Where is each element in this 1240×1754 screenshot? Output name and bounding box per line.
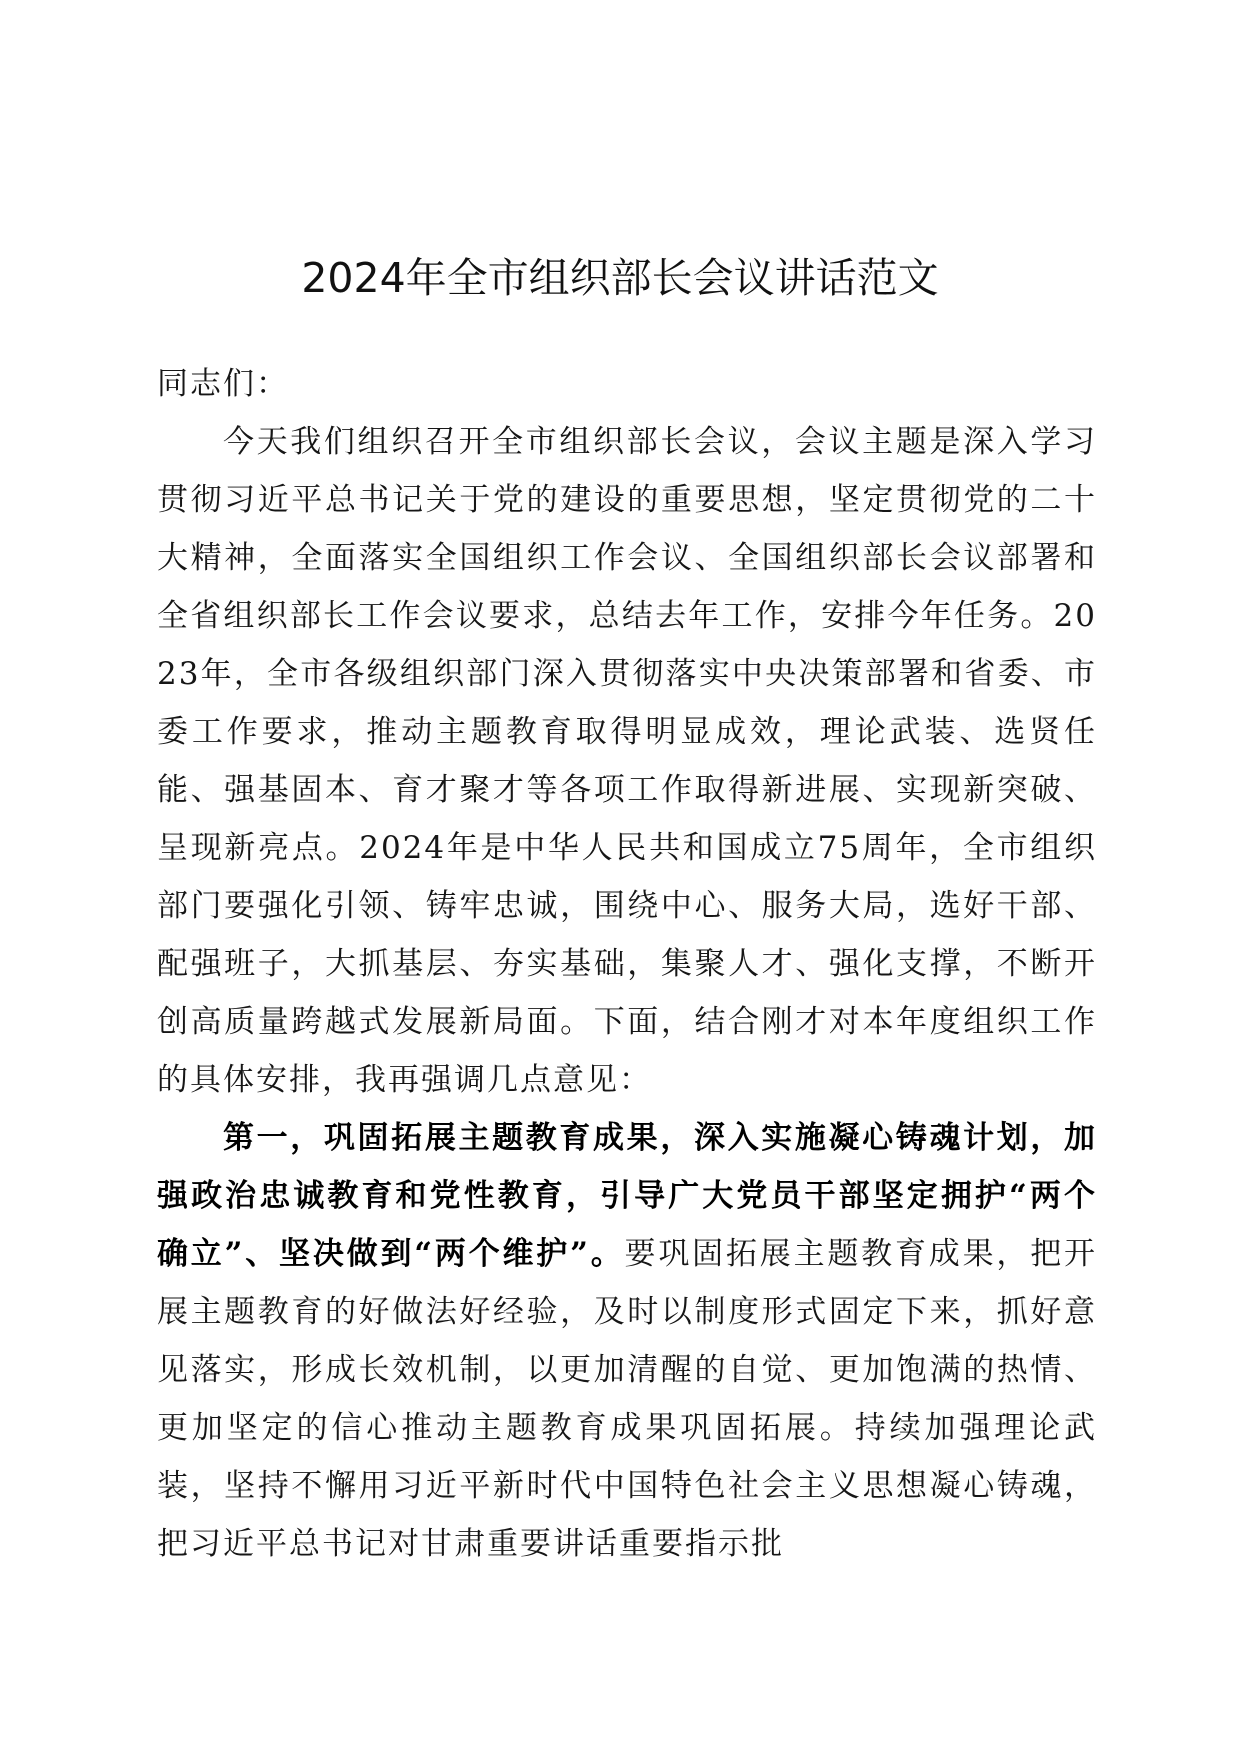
salutation: 同志们： <box>157 366 289 402</box>
first-point-heading: 第一，巩固拓展主题教育成果，深入实施凝心铸魂计划，加强政治忠诚教育和党性教育，引导广大党员干部坚定拥护“两个确立”、坚决做到“两个维护”。 <box>157 1120 1098 1272</box>
first-point-body: 要巩固拓展主题教育成果，把开展主题教育的好做法好经验，及时以制度形式固定下来，抓好意见落实，形成长效机制，以更加清醒的自觉、更加饱满的热情、更加坚定的信心推动主题教育成果巩固拓展。持续加强理论武装，坚持不懈用习近平新时代中国特色社会主义思想凝心铸魂，把习近平总书记对甘肃重要讲话重要指示批 <box>157 1236 1097 1562</box>
paragraph-first-point <box>157 1109 1097 1573</box>
document-body <box>157 355 1097 1573</box>
document-title: 2024年全市组织部长会议讲话范文 <box>301 254 939 302</box>
paragraph-intro: 今天我们组织召开全市组织部长会议，会议主题是深入学习贯彻习近平总书记关于党的建设的重要思想，坚定贯彻党的二十大精神，全面落实全国组织工作会议、全国组织部长会议部署和全省组织部长工作会议要求，总结去年工作，安排今年任务。2023年，全市各级组织部门深入贯彻落实中央决策部署和省委、市委工作要求，推动主题教育取得明显成效，理论武装、选贤任能、强基固本、育才聚才等各项工作取得新进展、实现新突破、呈现新亮点。2024年是中华人民共和国成立75周年，全市组织部门要强化引领、铸牢忠诚，围绕中心、服务大局，选好干部、配强班子，大抓基层、夯实基础，集聚人才、强化支撑，不断开创高质量跨越式发展新局面。下面，结合刚才对本年度组织工作的具体安排，我再强调几点意见： <box>157 424 1097 1098</box>
